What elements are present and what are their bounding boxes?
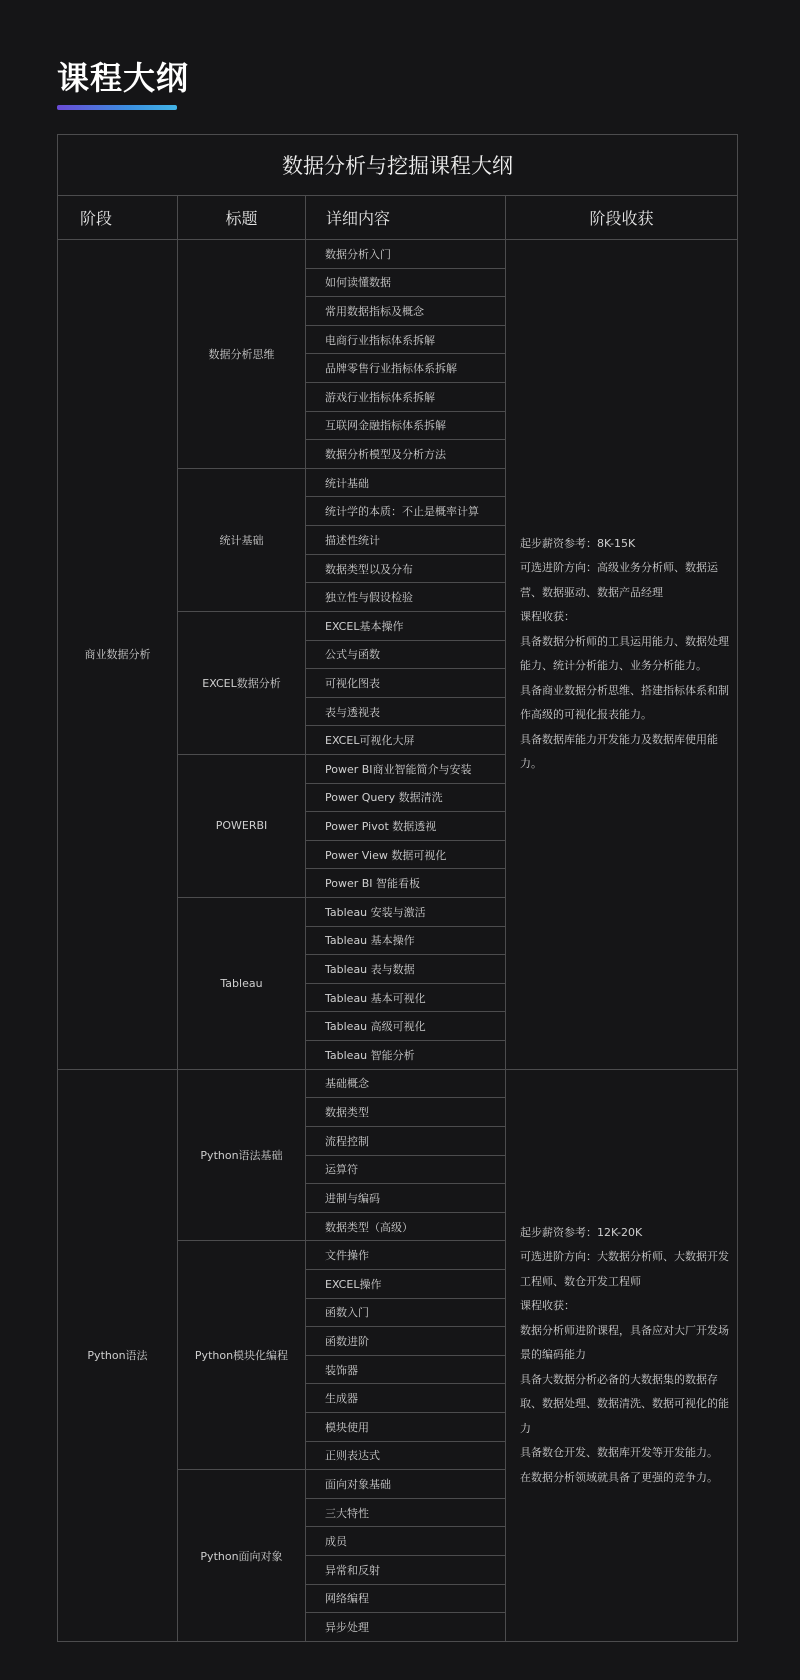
detail-cell: 常用数据指标及概念 [306,297,506,326]
gain-line: 课程收获： [520,610,575,624]
course-outline-table [57,134,738,1642]
detail-cell: Tableau 高级可视化 [306,1012,506,1041]
topic-cell: EXCEL数据分析 [178,611,306,754]
detail-cell: 网络编程 [306,1584,506,1613]
detail-cell: Power Pivot 数据透视 [306,812,506,841]
detail-cell: 数据类型以及分布 [306,554,506,583]
topic-cell: Python模块化编程 [178,1241,306,1470]
gain-line: 具备数据库能力开发能力及数据库使用能力。 [520,732,718,771]
detail-cell: 统计基础 [306,468,506,497]
topic-cell: Tableau [178,898,306,1070]
topic-cell: Python面向对象 [178,1470,306,1642]
detail-cell: 函数入门 [306,1298,506,1327]
detail-cell: 描述性统计 [306,526,506,555]
gain-line: 具备大数据分析必备的大数据集的数据存取、数据处理、数据清洗、数据可视化的能力 [520,1372,729,1435]
detail-cell: 公式与函数 [306,640,506,669]
gain-line: 课程收获： [520,1299,575,1313]
detail-cell: Power BI商业智能简介与安装 [306,754,506,783]
detail-cell: 数据分析入门 [306,240,506,269]
detail-cell: 数据类型 [306,1098,506,1127]
gain-cell [506,240,738,1070]
detail-cell: 运算符 [306,1155,506,1184]
gain-cell [506,1069,738,1641]
page-title: 课程大纲 [57,59,190,97]
gain-line: 可选进阶方向：大数据分析师、大数据开发工程师、数仓开发工程师 [520,1250,729,1288]
detail-cell: 函数进阶 [306,1327,506,1356]
detail-cell: Tableau 安装与激活 [306,898,506,927]
detail-cell: 文件操作 [306,1241,506,1270]
detail-cell: 进制与编码 [306,1184,506,1213]
topic-cell: 统计基础 [178,468,306,611]
detail-cell: 装饰器 [306,1355,506,1384]
detail-cell: Power Query 数据清洗 [306,783,506,812]
detail-cell: Tableau 基本可视化 [306,983,506,1012]
detail-cell: 基础概念 [306,1069,506,1098]
gain-line: 起步薪资参考：8K-15K [520,536,636,550]
detail-cell: 表与透视表 [306,697,506,726]
detail-cell: 如何读懂数据 [306,268,506,297]
detail-cell: 电商行业指标体系拆解 [306,325,506,354]
detail-cell: EXCEL操作 [306,1269,506,1298]
detail-cell: 独立性与假设检验 [306,583,506,612]
stage-cell: Python语法 [58,1069,178,1641]
detail-cell: 游戏行业指标体系拆解 [306,383,506,412]
topic-cell: Python语法基础 [178,1069,306,1241]
gain-line: 数据分析师进阶课程，具备应对大厂开发场景的编码能力 [520,1323,729,1362]
gain-line: 具备数据分析师的工具运用能力、数据处理能力、统计分析能力、业务分析能力。 [520,634,729,673]
detail-cell: Power View 数据可视化 [306,840,506,869]
detail-cell: 互联网金融指标体系拆解 [306,411,506,440]
gain-line: 具备数仓开发、数据库开发等开发能力。 [520,1446,718,1460]
topic-cell: POWERBI [178,754,306,897]
gain-line: 可选进阶方向：高级业务分析师、数据运营、数据驱动、数据产品经理 [520,561,718,599]
column-header-title: 标题 [178,196,306,240]
detail-cell: 数据分析模型及分析方法 [306,440,506,469]
detail-cell: 成员 [306,1527,506,1556]
table-caption-row [58,135,738,196]
detail-cell: 流程控制 [306,1126,506,1155]
detail-cell: 三大特性 [306,1498,506,1527]
gain-line: 起步薪资参考：12K-20K [520,1225,643,1239]
column-header-detail: 详细内容 [306,196,506,240]
detail-cell: 统计学的本质：不止是概率计算 [306,497,506,526]
detail-cell: 面向对象基础 [306,1470,506,1499]
column-header-stage: 阶段 [58,196,178,240]
detail-cell: EXCEL可视化大屏 [306,726,506,755]
detail-cell: Tableau 表与数据 [306,955,506,984]
detail-cell: 异步处理 [306,1613,506,1642]
table-header-row [58,196,738,240]
gain-line: 在数据分析领域就具备了更强的竞争力。 [520,1470,718,1484]
detail-cell: 异常和反射 [306,1556,506,1585]
detail-cell: Tableau 基本操作 [306,926,506,955]
stage-cell: 商业数据分析 [58,240,178,1070]
detail-cell: 正则表达式 [306,1441,506,1470]
detail-cell: EXCEL基本操作 [306,611,506,640]
detail-cell: 品牌零售行业指标体系拆解 [306,354,506,383]
detail-cell: Tableau 智能分析 [306,1041,506,1070]
detail-cell: 数据类型（高级） [306,1212,506,1241]
detail-cell: 生成器 [306,1384,506,1413]
table-body [58,240,738,1642]
detail-cell: 模块使用 [306,1412,506,1441]
gain-line: 具备商业数据分析思维、搭建指标体系和制作高级的可视化报表能力。 [520,683,729,722]
table-caption: 数据分析与挖掘课程大纲 [58,135,738,196]
topic-cell: 数据分析思维 [178,240,306,469]
title-underline [57,105,177,110]
detail-cell: Power BI 智能看板 [306,869,506,898]
table-row [58,1069,738,1098]
column-header-gain: 阶段收获 [506,196,738,240]
table-row [58,240,738,269]
detail-cell: 可视化图表 [306,669,506,698]
